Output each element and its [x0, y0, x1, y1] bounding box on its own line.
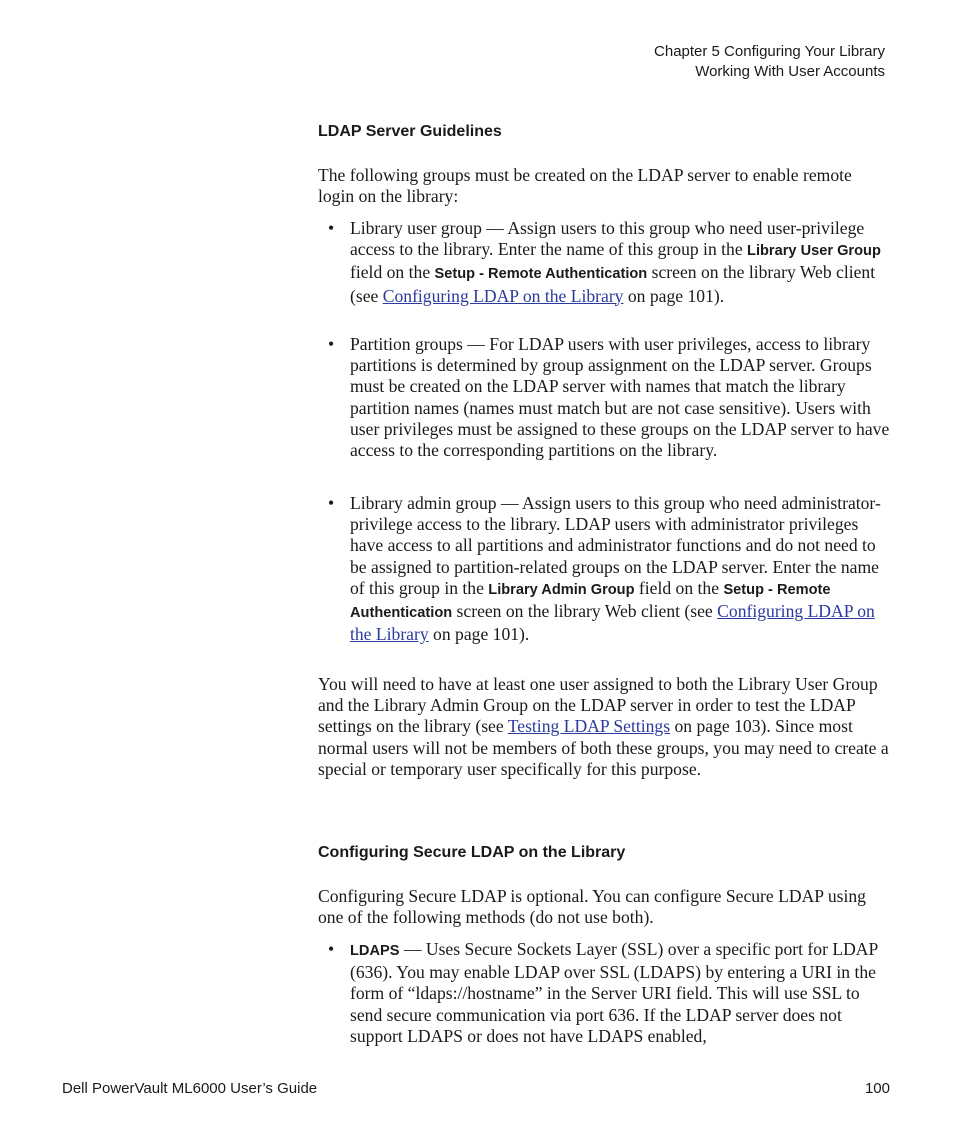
section-heading-ldap-server-guidelines: LDAP Server Guidelines: [318, 123, 502, 140]
bullet-ldaps: • LDAPS — Uses Secure Sockets Layer (SSL) over a specific port for LDAP (636). You may enable LDAP over SSL (LDAPS) by entering a URI in the form of “ldaps://hostname” in the Server URI field. This will use SSL to send secure communication via port 636. If the LDAP server does not support LDAPS or does not have LDAPS enabled,: [328, 939, 878, 1046]
bullet-library-user-group: • Library user group — Assign users to this group who need user-privilege access to the library. Enter the name of this group in the Library User Group field on the Setup - Remote Authentication screen on the library Web client (see Configuring LDAP on the Library on page 101).: [328, 218, 881, 306]
section2-intro: Configuring Secure LDAP is optional. You can configure Secure LDAP using one of the following methods (do not use both).: [318, 886, 866, 928]
footer-page-number: 100: [864, 1080, 890, 1097]
section2-bullet-list: [318, 939, 890, 1047]
bullet-dot: •: [328, 939, 335, 959]
bullet-dot: •: [328, 334, 335, 354]
section1-closing-paragraph: You will need to have at least one user assigned to both the Library User Group and the Library Admin Group on the LDAP server in order to test the LDAP settings on the library (see Testing LDAP Settings on page 103). Since most normal users will not be members of both these groups, you may need to create a special or temporary user specifically for this purpose.: [318, 674, 889, 779]
footer-document-title: Dell PowerVault ML6000 User’s Guide: [62, 1080, 318, 1097]
link-configuring-ldap[interactable]: Configuring LDAP on the Library: [382, 285, 624, 306]
link-testing-ldap-settings[interactable]: Testing LDAP Settings: [507, 716, 671, 737]
bullet-library-admin-group: • Library admin group — Assign users to this group who need administrator-privilege access to the library. LDAP users with administrator privileges have access to all partitions and administrator functions and do not need to be assigned to partition-related groups on the LDAP server. Enter the name of this group in the Library Admin Group field on the Setup - Remote Authentication screen on the library Web client (see Configuring LDAP on the Library on page 101).: [328, 493, 881, 645]
section1-bullet-list-2: [318, 334, 890, 461]
link-configuring-ldap[interactable]: Configuring LDAP on the Library: [350, 601, 875, 645]
running-header: [654, 42, 885, 82]
bullet-dot: •: [328, 218, 335, 238]
ui-label-library-admin-group: Library Admin Group: [488, 581, 635, 598]
section-heading-configuring-secure-ldap: Configuring Secure LDAP on the Library: [318, 844, 626, 861]
ui-label-library-user-group: Library User Group: [747, 243, 881, 260]
section1-bullet-list: [318, 218, 890, 307]
ui-label-ldaps: LDAPS: [350, 943, 400, 959]
ui-label-setup-remote-auth: Setup - Remote Authentication: [434, 266, 648, 283]
header-section: Working With User Accounts: [695, 63, 885, 80]
bullet-partition-groups: • Partition groups — For LDAP users with user privileges, access to library partitions is determined by group assignment on the LDAP server. Groups must be created on the LDAP server with names that match the library partition names (names must match but are not case sensitive). Users with user privileges must be assigned to these groups on the LDAP server to have access to the corresponding partitions on the library.: [328, 334, 890, 461]
section1-bullet-list-3: [318, 493, 890, 645]
ui-label-setup-remote-auth: Setup - Remote Authentication: [350, 581, 831, 622]
section1-intro: The following groups must be created on the LDAP server to enable remote login on the library:: [318, 165, 852, 207]
bullet-dot: •: [328, 493, 335, 513]
header-chapter: Chapter 5 Configuring Your Library: [654, 43, 885, 60]
